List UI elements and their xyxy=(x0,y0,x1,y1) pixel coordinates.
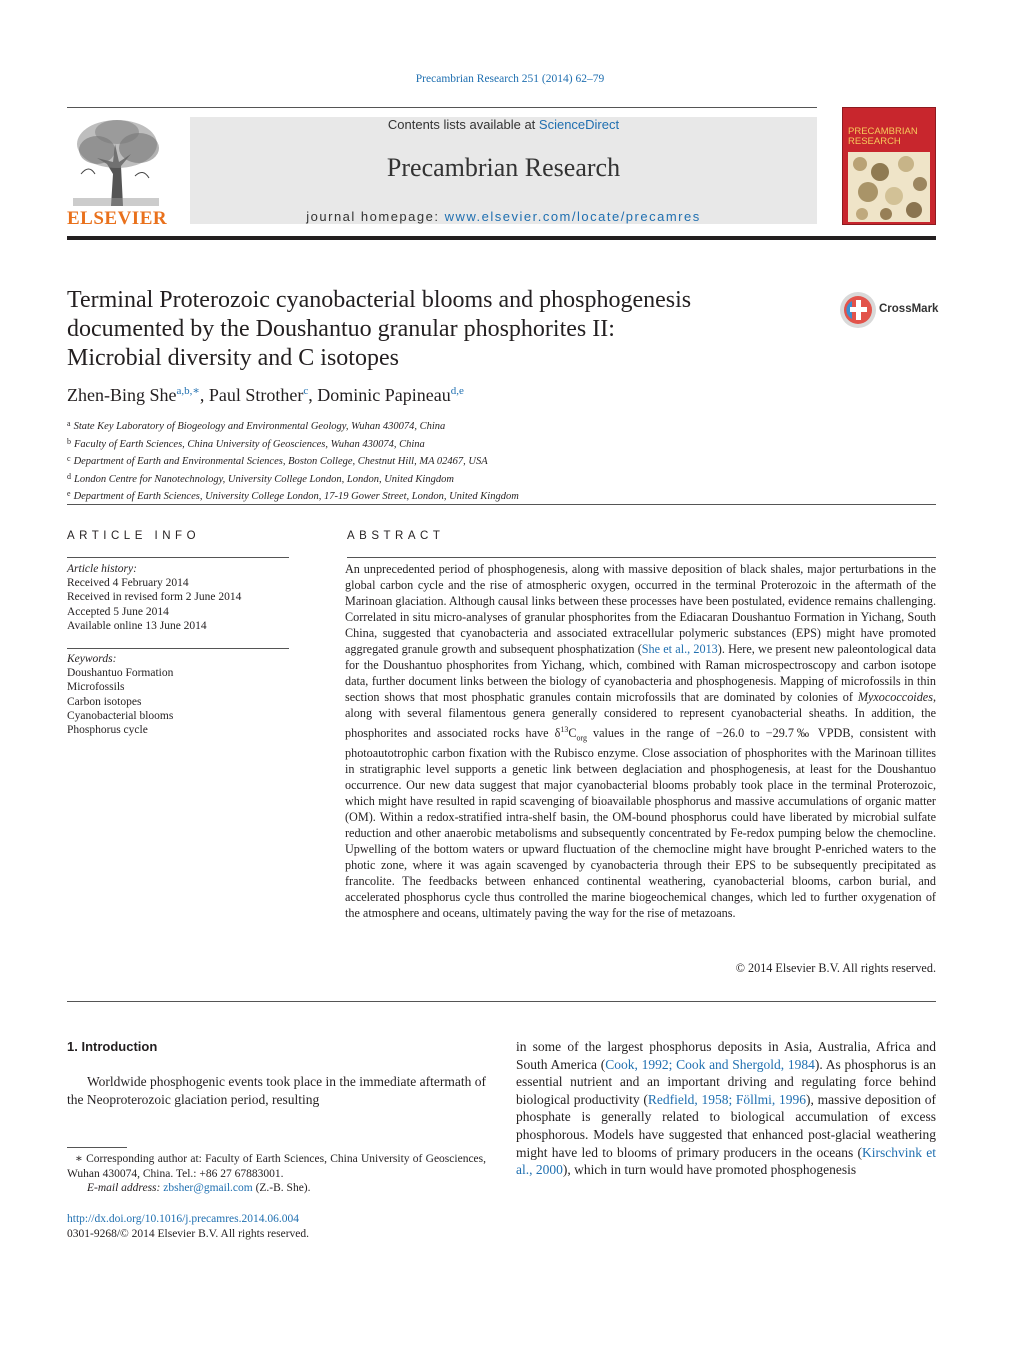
sciencedirect-link[interactable]: ScienceDirect xyxy=(538,117,620,132)
history-item: Accepted 5 June 2014 xyxy=(67,605,169,618)
reference-link[interactable]: Kirschvink et al., 2000 xyxy=(516,1144,936,1178)
author-affiliation-marker[interactable]: c xyxy=(303,385,309,397)
section-heading-introduction: 1. Introduction xyxy=(67,1039,158,1054)
affiliation-item: $^e$ Department of Earth Sciences, University College London, 17-19 Gower Street, London, United Kingdom xyxy=(67,489,519,503)
homepage-prefix: journal homepage: xyxy=(306,209,445,224)
article-title: Terminal Proterozoic cyanobacterial blooms and phosphogenesis documented by the Doushantuo granular phosphorites II: Microbial diversity and C isotopes xyxy=(67,287,692,371)
keyword-item: Phosphorus cycle xyxy=(67,724,148,737)
cover-micrograph-image xyxy=(848,152,930,222)
intro-paragraph-continued: in some of the largest phosphorus deposits in Asia, Australia, Africa and South America (Cook, 1992; Cook and Shergold, 1984). As phosphorus is an essential nutrient and an important driving and regulating force behind biological productivity (Redfield, 1958; Föllmi, 1996), massive deposition of phosphate is generally related to biological accumulation of excess phosphorous. Models have suggested that enhanced post-glacial weathering might have led to blooms of primary producers in the oceans (Kirschvink et al., 2000), which in turn would have promoted phosphogenesis xyxy=(516,1039,936,1178)
elsevier-logo[interactable] xyxy=(67,114,168,229)
body-rule xyxy=(67,1001,936,1002)
crossmark-button[interactable] xyxy=(839,291,939,331)
doi-link[interactable]: http://dx.doi.org/10.1016/j.precamres.2014.06.004 xyxy=(67,1213,299,1225)
contents-availability xyxy=(190,117,817,132)
author-affiliation-marker[interactable]: a,b,∗ xyxy=(176,385,200,397)
author-name[interactable]: Zhen-Bing She xyxy=(67,385,177,405)
journal-cover[interactable] xyxy=(842,107,936,225)
abstract-heading: ABSTRACT xyxy=(347,530,445,542)
article-history xyxy=(67,562,289,633)
reference-link[interactable]: She et al., 2013 xyxy=(641,641,718,656)
issn-copyright: 0301-9268/© 2014 Elsevier B.V. All rights reserved. xyxy=(67,1227,310,1240)
abstract-text: An unprecedented period of phosphogenesis, along with massive deposition of black shales, major perturbations in the global carbon cycle and the rise of atmospheric oxygen, occurred in the terminal Proterozoic in the aftermath of the Marinoan glaciation. Although causal links between these processes have been postulated, evidence remains challenging. Correlated in situ micro-analyses of granular phosphorites from the Ediacaran Doushantuo Formation in Yichang, South China, suggested that cyanobacteria and associated extracellular polymeric substances (EPS) might have promoted aggregated granule growth and subsequent phosphatization (She et al., 2013). Here, we present new paleontological data for the Doushantuo phosphorites from Yichang, which, combined with Raman microspectroscopy and carbon isotope data, further document links between the biology of cyanobacteria and phosphogenesis. Mapping of microfossils in thin section shows that most phosphatic granules contain microfossils that are dominated by colonies of Myxococcoides, along with several filamentous genera generally considered to represent cyanobacterial sheaths. In addition, the phosphorites and associated rocks have $\delta^{13}C_{org}$ values in the range of −26.0 to −29.7‰ VPDB, consistent with photoautotrophic carbon fixation with the Rubisco enzyme. Close association of phosphorites with the Marinoan tillites in stratigraphic level supports a genetic link between deglaciation and phosphogenesis, at least for the Doushantuo occurrence. Our new data suggest that major cyanobacterial blooms probably took place in the terminal Proterozoic, which might have resulted in rapid scavenging of bioavailable phosphorus and massive accumulations of organic matter (OM). Within a redox-stratified intra-shelf basin, the OM-bound phosphorus could have liberated by microbial sulfate reduction and other anaerobic metabolisms and subsequently concentrated by Fe-redox pumping below the chemocline. Upwelling of the bottom waters or upward fluctuation of the chemocline might have brought P-enriched waters to the photic zone, where it was again scavenged by cyanobacteria through their EPS to be subsequently precipitated as francolite. The feedbacks between enhanced continental weathering, cyanobacterial blooms, carbon burial, and accelerated phosphorus cycle thus controlled the marine biogeochemical changes, which led to further oxygenation of the atmosphere and oceans, ultimately paving the way for the rise of metazoans. xyxy=(345,562,936,920)
affiliation-list xyxy=(67,417,767,505)
homepage-link[interactable]: www.elsevier.com/locate/precamres xyxy=(444,209,701,224)
keyword-item: Carbon isotopes xyxy=(67,695,142,708)
doi-block xyxy=(67,1212,309,1241)
cover-title: PRECAMBRIAN RESEARCH xyxy=(848,126,918,147)
affiliation-item: $^c$ Department of Earth and Environmental Sciences, Boston College, Chestnut Hill, MA 02467, USA xyxy=(67,454,488,468)
taxon-name: Myxococcoides xyxy=(857,689,933,704)
keyword-item: Doushantuo Formation xyxy=(67,667,174,680)
keywords xyxy=(67,652,289,737)
affiliation-item: $^b$ Faculty of Earth Sciences, China University of Geosciences, Wuhan 430074, China xyxy=(67,436,425,450)
history-label: Article history: xyxy=(67,563,137,575)
footnote-rule xyxy=(67,1147,127,1148)
elsevier-tree-icon xyxy=(67,114,165,208)
keywords-rule xyxy=(67,648,289,649)
author-affiliation-marker[interactable]: d,e xyxy=(450,385,464,397)
reference-link[interactable]: Redfield, 1958; Föllmi, 1996 xyxy=(647,1091,807,1107)
crossmark-label: CrossMark xyxy=(879,303,939,315)
journal-name: Precambrian Research xyxy=(386,153,621,182)
email-link[interactable]: zbsher@gmail.com xyxy=(163,1182,253,1194)
contents-prefix: Contents lists available at xyxy=(387,117,539,132)
journal-homepage xyxy=(190,209,817,224)
keyword-item: Microfossils xyxy=(67,681,125,694)
affiliation-item: $^a$ State Key Laboratory of Biogeology and Environmental Geology, Wuhan 430074, China xyxy=(67,419,446,432)
abstract-copyright: © 2014 Elsevier B.V. All rights reserved. xyxy=(735,961,936,975)
keyword-item: Cyanobacterial blooms xyxy=(67,709,174,722)
corresponding-author-footnote: ∗ Corresponding author at: Faculty of Earth Sciences, China University of Geosciences, Wuhan 430074, China. Tel.: +86 27 67883001. E-mail address: zbsher@gmail.com (Z.-B. She). xyxy=(67,1153,486,1194)
header-bottom-rule xyxy=(67,236,936,240)
reference-link[interactable]: Cook, 1992; Cook and Shergold, 1984 xyxy=(605,1056,815,1072)
article-info-heading: ARTICLE INFO xyxy=(67,530,201,542)
email-label: E-mail address: xyxy=(87,1182,164,1194)
crossmark-icon xyxy=(839,291,877,329)
abstract-rule xyxy=(347,557,936,558)
header-top-rule xyxy=(67,107,817,108)
author-list: Zhen-Bing She$^{a,b,∗}$, Paul Strother$^c$, Dominic Papineau$^{d,e}$ xyxy=(67,385,464,405)
affiliation-item: $^d$ London Centre for Nanotechnology, University College London, London, United Kingdom xyxy=(67,471,454,485)
history-item: Available online 13 June 2014 xyxy=(67,619,207,632)
section-rule xyxy=(67,504,936,505)
history-item: Received in revised form 2 June 2014 xyxy=(67,591,242,604)
article-info-rule xyxy=(67,557,289,558)
author-name[interactable]: Paul Strother xyxy=(208,385,304,405)
intro-paragraph: Worldwide phosphogenic events took place in the immediate aftermath of the Neoproterozoic glaciation period, resulting xyxy=(67,1074,486,1107)
keywords-label: Keywords: xyxy=(67,653,117,665)
journal-citation[interactable]: Precambrian Research 251 (2014) 62–79 xyxy=(415,73,605,85)
history-item: Received 4 February 2014 xyxy=(67,577,189,590)
author-name[interactable]: Dominic Papineau xyxy=(317,385,451,405)
elsevier-wordmark: ELSEVIER xyxy=(67,208,168,229)
